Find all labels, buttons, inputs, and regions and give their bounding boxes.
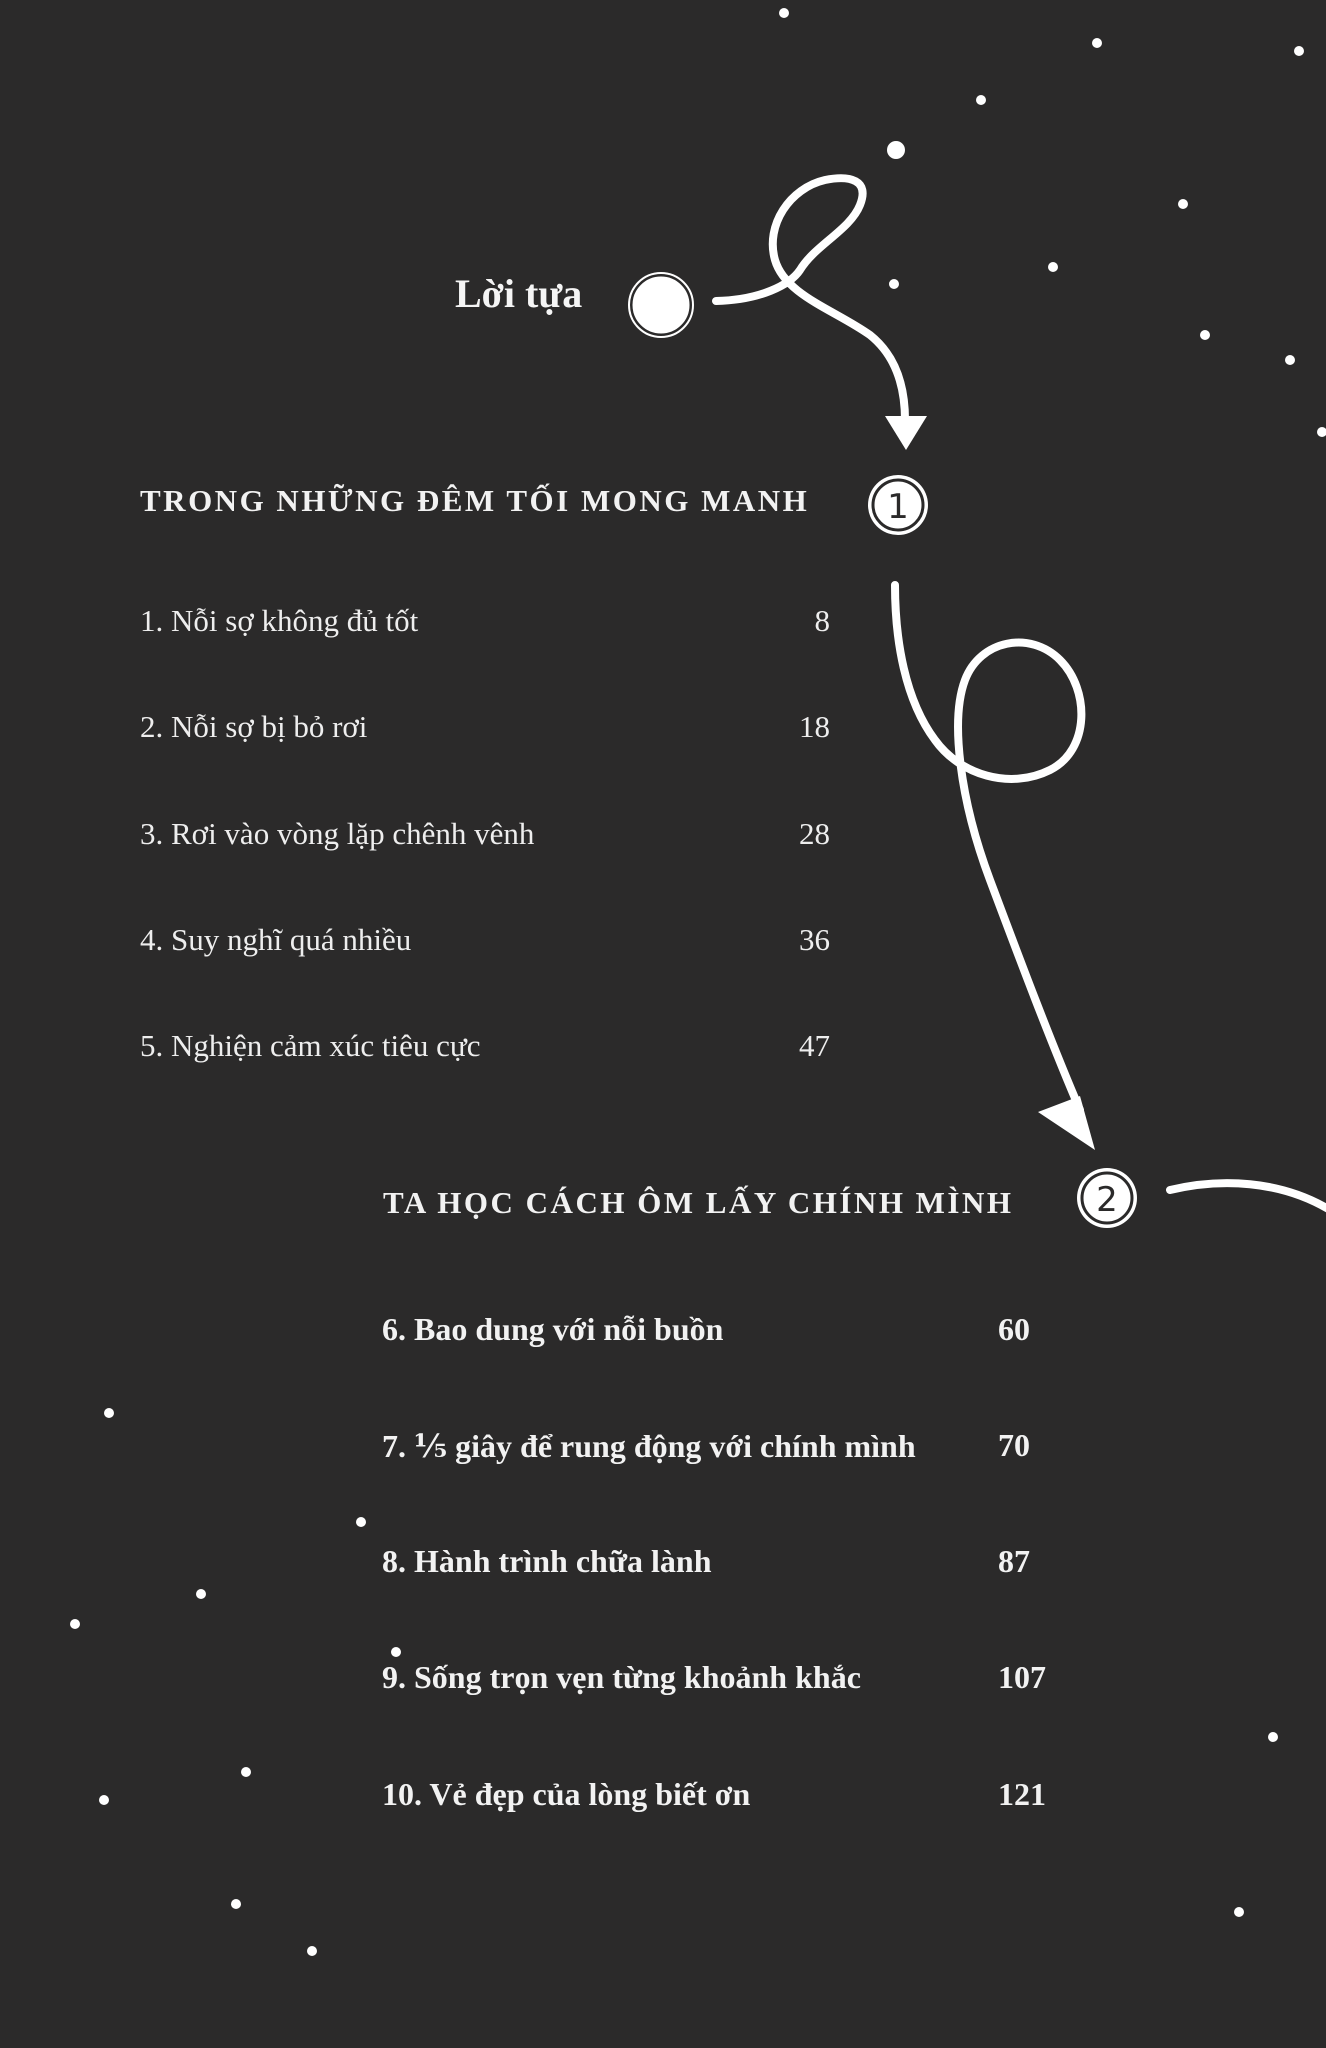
path-line-1 (716, 178, 905, 420)
part-2-badge-number: 2 (1096, 1180, 1118, 1220)
chapter-page-number: 8 (814, 603, 830, 638)
chapter-title: 7. ⅕ giây để rung động với chính mình (382, 1428, 916, 1464)
chapter-title: 9. Sống trọn vẹn từng khoảnh khắc (382, 1659, 861, 1695)
preface-marker-icon (631, 275, 691, 335)
star-dot (887, 141, 905, 159)
part-2-badge-icon (1077, 1168, 1137, 1228)
star-dot (231, 1899, 241, 1909)
star-dot (104, 1408, 114, 1418)
star-dot (307, 1946, 317, 1956)
preface-label: Lời tựa (455, 271, 583, 316)
chapter-page-number: 47 (799, 1028, 830, 1063)
chapter-entry (140, 1028, 830, 1064)
chapter-title: 6. Bao dung với nỗi buồn (382, 1311, 724, 1347)
chapter-page-number: 28 (799, 816, 830, 851)
chapter-title: 2. Nỗi sợ bị bỏ rơi (140, 709, 368, 744)
star-dot (196, 1589, 206, 1599)
chapter-title: 4. Suy nghĩ quá nhiều (140, 922, 412, 957)
part-1-title: TRONG NHỮNG ĐÊM TỐI MONG MANH (140, 483, 810, 518)
star-dot (391, 1647, 401, 1657)
chapter-page-number: 36 (799, 922, 830, 957)
chapter-entry (140, 816, 830, 852)
chapter-title: 3. Rơi vào vòng lặp chênh vênh (140, 816, 535, 851)
chapter-entry (140, 922, 830, 958)
chapter-page-number: 87 (998, 1543, 1030, 1579)
chapter-page-number: 70 (998, 1427, 1030, 1463)
star-dot (241, 1767, 251, 1777)
chapter-page-number: 121 (998, 1776, 1046, 1812)
path-line-2 (895, 585, 1081, 1110)
star-dot (889, 279, 899, 289)
chapter-entry (140, 603, 830, 639)
star-dot (99, 1795, 109, 1805)
part-2-title: TA HỌC CÁCH ÔM LẤY CHÍNH MÌNH (383, 1185, 1014, 1220)
chapter-entry (382, 1776, 1046, 1813)
star-dot (1092, 38, 1102, 48)
star-dot (976, 95, 986, 105)
part-1-badge-number: 1 (887, 487, 909, 527)
star-dot (1285, 355, 1295, 365)
arrow-head-icon (1038, 1096, 1095, 1150)
star-dot (1178, 199, 1188, 209)
star-dot (1294, 46, 1304, 56)
part-1-badge-icon (868, 475, 928, 535)
chapter-entry (382, 1311, 1032, 1348)
path-line-3 (1170, 1183, 1326, 1210)
star-dot (70, 1619, 80, 1629)
chapter-page-number: 60 (998, 1311, 1030, 1347)
star-dot (779, 8, 789, 18)
chapter-page-number: 107 (998, 1659, 1046, 1695)
chapter-title: 8. Hành trình chữa lành (382, 1543, 712, 1579)
chapter-title: 1. Nỗi sợ không đủ tốt (140, 603, 419, 638)
star-dot (1234, 1907, 1244, 1917)
arrow-head-icon (885, 416, 927, 450)
chapter-entry (140, 709, 830, 745)
star-dot (1268, 1732, 1278, 1742)
star-dot (1048, 262, 1058, 272)
chapter-title: 10. Vẻ đẹp của lòng biết ơn (382, 1776, 751, 1812)
chapter-entry (382, 1427, 1032, 1465)
chapter-entry (382, 1659, 1046, 1696)
star-dot (1317, 427, 1326, 437)
chapter-page-number: 18 (799, 709, 830, 744)
star-dot (356, 1517, 366, 1527)
chapter-entry (382, 1543, 1032, 1580)
star-dot (1200, 330, 1210, 340)
chapter-title: 5. Nghiện cảm xúc tiêu cực (140, 1028, 481, 1063)
